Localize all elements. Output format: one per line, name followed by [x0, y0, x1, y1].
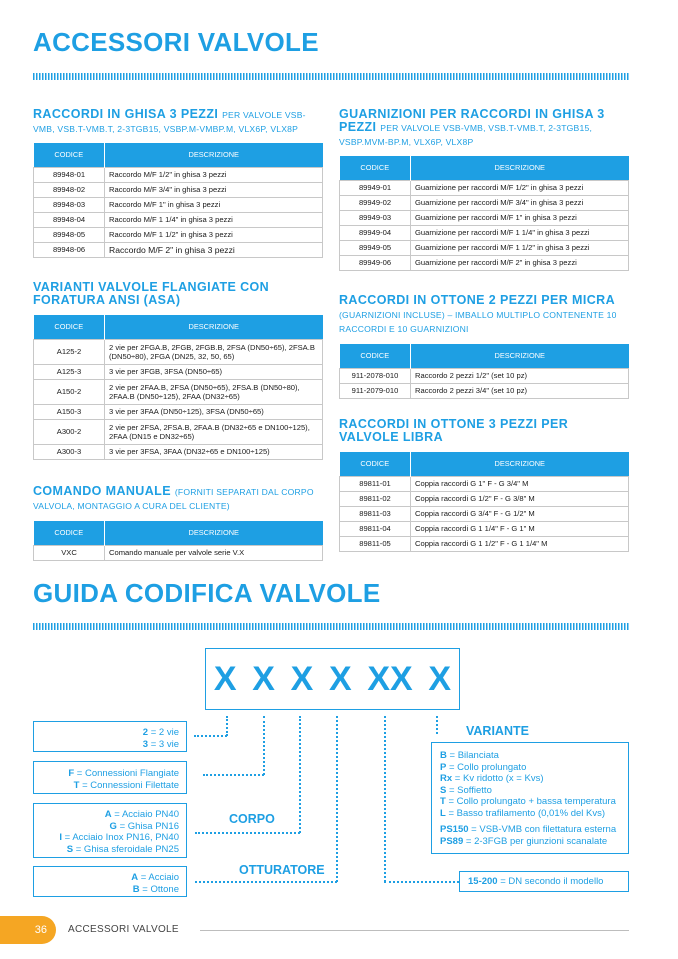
- legend-key: Rx: [440, 773, 453, 784]
- table-row: [34, 212, 323, 227]
- legend-text: = Ghisa sferoidale PN25: [75, 843, 179, 855]
- cell-codice: 911-2078-010: [340, 368, 411, 383]
- cell-descrizione: Guarnizione per raccordi M/F 1" in ghisa 3 pezzi: [411, 210, 629, 225]
- legend-entry: [34, 727, 179, 739]
- cell-codice: A300-3: [34, 444, 105, 459]
- cell-codice: A300-2: [34, 419, 105, 444]
- col-header-codice: CODICE: [34, 315, 105, 339]
- page-number: 36: [34, 924, 47, 936]
- table-row: [34, 545, 323, 560]
- cell-codice: VXC: [34, 545, 105, 560]
- connector-line: [299, 716, 301, 833]
- table-row: [340, 225, 629, 240]
- legend-key: S: [66, 843, 74, 855]
- panel-otturatore: [33, 866, 187, 897]
- footer-label: ACCESSORI VALVOLE: [68, 924, 179, 935]
- table-row: [340, 180, 629, 195]
- legend-entry: [440, 836, 628, 848]
- panel-variante: [431, 742, 629, 854]
- guide-divider: [33, 623, 629, 630]
- section-title-text: RACCORDI IN GHISA 3 PEZZI: [33, 107, 219, 121]
- table-row: [34, 182, 323, 197]
- section-varianti: [33, 281, 323, 460]
- panel-corpo: [33, 803, 187, 858]
- table-row: [34, 167, 323, 182]
- table-row: [340, 506, 629, 521]
- connector-line: [226, 716, 228, 736]
- table-row: [34, 379, 323, 404]
- col-header-codice: CODICE: [34, 143, 105, 167]
- section-subtitle: (GUARNIZIONI INCLUSE) – IMBALLO MULTIPLO CONTENENTE 10 RACCORDI E 10 GUARNIZIONI: [339, 310, 617, 334]
- section-ottone-2-pezzi: [339, 294, 629, 399]
- page-number-tab: [0, 916, 56, 944]
- legend-text: = Acciaio: [140, 872, 179, 883]
- cell-descrizione: 3 vie per 3FAA (DN50÷125), 3FSA (DN50÷65): [105, 404, 323, 419]
- table-row: [340, 521, 629, 536]
- cell-codice: 89949-06: [340, 255, 411, 270]
- cell-descrizione: Coppia raccordi G 1/2" F - G 3/8" M: [411, 491, 629, 506]
- table-row: [34, 364, 323, 379]
- code-letter-otturatore: X: [328, 659, 352, 698]
- legend-entry: [440, 808, 628, 820]
- legend-text: = Connessioni Filettate: [82, 779, 179, 791]
- section-ottone-3-pezzi: [339, 418, 629, 552]
- connector-line: [263, 716, 265, 775]
- legend-text: = 2 vie: [150, 727, 179, 738]
- cell-descrizione: Guarnizione per raccordi M/F 1 1/4" in ghisa 3 pezzi: [411, 225, 629, 240]
- legend-key: A: [131, 872, 139, 883]
- legend-text: = Basso trafilamento (0,01% del Kvs): [448, 807, 606, 819]
- legend-key: PS150: [440, 824, 469, 835]
- legend-text: = 2-3FGB per giunzioni scanalate: [465, 835, 608, 847]
- cell-codice: 89948-04: [34, 212, 105, 227]
- table-row: [34, 444, 323, 459]
- col-header-descrizione: DESCRIZIONE: [105, 521, 323, 545]
- table-comando: [33, 521, 323, 561]
- legend-entry: [34, 872, 179, 884]
- legend-key: S: [440, 784, 447, 796]
- section-title-text: COMANDO MANUALE: [33, 484, 171, 498]
- cell-codice: 89948-01: [34, 167, 105, 182]
- table-row: [340, 368, 629, 383]
- col-header-codice: CODICE: [340, 344, 411, 368]
- legend-text: = VSB-VMB con filettatura esterna: [471, 824, 617, 835]
- cell-descrizione: 2 vie per 2FGA.B, 2FGB, 2FGB.B, 2FSA (DN50÷65), 2FSA.B (DN50÷80), 2FGA (DN25, 32, 50, 65): [105, 339, 323, 364]
- table-ottone-3-pezzi: [339, 452, 629, 552]
- title-divider: [33, 73, 629, 80]
- cell-codice: 89948-05: [34, 227, 105, 242]
- table-row: [340, 476, 629, 491]
- table-row: [340, 255, 629, 270]
- section-subtitle: PER VALVOLE VSB-VMB, VSB.T-VMB.T, 2-3TGB15, VSBP.M-VMBP.M, VLX6P, VLX8P: [33, 110, 306, 134]
- cell-descrizione: Coppia raccordi G 1 1/2" F - G 1 1/4" M: [411, 536, 629, 551]
- cell-codice: 89949-04: [340, 225, 411, 240]
- code-letter-variante: X: [428, 659, 452, 698]
- col-header-codice: CODICE: [340, 452, 411, 476]
- legend-entry: [440, 824, 628, 836]
- cell-codice: 89811-02: [340, 491, 411, 506]
- legend-entry: [34, 884, 179, 896]
- code-pattern-box: [205, 648, 460, 710]
- cell-descrizione: Comando manuale per valvole serie V.X: [105, 545, 323, 560]
- footer-divider: [200, 930, 629, 931]
- code-letter-dn: XX: [367, 659, 413, 698]
- cell-descrizione: Raccordo M/F 1 1/2" in ghisa 3 pezzi: [105, 227, 323, 242]
- connector-line: [336, 716, 338, 882]
- legend-key: A: [104, 809, 112, 820]
- cell-codice: 89949-02: [340, 195, 411, 210]
- connector-line: [203, 774, 264, 776]
- section-title: RACCORDI IN OTTONE 3 PEZZI PER VALVOLE LIBRA: [339, 417, 569, 444]
- legend-key: F: [68, 768, 75, 779]
- cell-descrizione: Raccordo M/F 1 1/4" in ghisa 3 pezzi: [105, 212, 323, 227]
- legend-entry: [34, 739, 179, 751]
- code-letter-corpo: X: [290, 659, 314, 698]
- table-row: [34, 197, 323, 212]
- cell-codice: 89949-05: [340, 240, 411, 255]
- table-row: [340, 195, 629, 210]
- legend-entry: [440, 773, 628, 785]
- label-otturatore: OTTURATORE: [239, 863, 325, 877]
- legend-key: 2: [142, 727, 149, 738]
- cell-descrizione: Raccordo M/F 1/2" in ghisa 3 pezzi: [105, 167, 323, 182]
- section-raccordi-ghisa: [33, 108, 323, 258]
- cell-descrizione: 3 vie per 3FGB, 3FSA (DN50÷65): [105, 364, 323, 379]
- legend-text: = Collo prolungato + bassa temperatura: [448, 796, 616, 807]
- legend-key: I: [59, 832, 63, 843]
- cell-codice: 89949-01: [340, 180, 411, 195]
- table-varianti: [33, 315, 323, 460]
- cell-descrizione: Coppia raccordi G 1 1/4" F - G 1" M: [411, 521, 629, 536]
- connector-line: [195, 881, 337, 883]
- connector-line: [194, 735, 227, 737]
- section-title: [33, 485, 323, 513]
- table-raccordi-ghisa: [33, 143, 323, 258]
- table-row: [34, 227, 323, 242]
- cell-codice: A150-2: [34, 379, 105, 404]
- col-header-descrizione: DESCRIZIONE: [411, 344, 629, 368]
- legend-text: = Ottone: [142, 883, 179, 895]
- legend-key: L: [440, 807, 446, 819]
- legend-text: = Collo prolungato: [448, 761, 527, 773]
- code-letter-vie: X: [213, 659, 237, 698]
- cell-codice: 89948-03: [34, 197, 105, 212]
- section-subtitle: (FORNITI SEPARATI DAL CORPO VALVOLA, MONTAGGIO A CURA DEL CLIENTE): [33, 487, 314, 511]
- cell-descrizione: Coppia raccordi G 3/4" F - G 1/2" M: [411, 506, 629, 521]
- legend-entry: [34, 809, 179, 821]
- connector-line: [384, 716, 386, 882]
- legend-text: = Acciaio Inox PN16, PN40: [64, 832, 179, 843]
- cell-descrizione: Raccordo M/F 3/4" in ghisa 3 pezzi: [105, 182, 323, 197]
- col-header-codice: CODICE: [340, 156, 411, 180]
- cell-codice: 89811-01: [340, 476, 411, 491]
- legend-text: = Bilanciata: [449, 750, 499, 761]
- table-row: [34, 339, 323, 364]
- legend-text: = Ghisa PN16: [119, 820, 179, 832]
- col-header-descrizione: DESCRIZIONE: [411, 452, 629, 476]
- legend-text: = Acciaio PN40: [114, 809, 179, 820]
- connector-line: [195, 832, 300, 834]
- table-row: [340, 491, 629, 506]
- code-letter-connessioni: X: [252, 659, 275, 698]
- legend-entry: [440, 796, 628, 808]
- panel-connessioni: [33, 761, 187, 794]
- cell-codice: 89811-05: [340, 536, 411, 551]
- panel-vie: [33, 721, 187, 752]
- section-title: VARIANTI VALVOLE FLANGIATE CON FORATURA ANSI (ASA): [33, 280, 270, 307]
- table-row: [34, 242, 323, 257]
- legend-key: B: [132, 883, 140, 895]
- cell-codice: 89811-04: [340, 521, 411, 536]
- legend-entry: [34, 832, 179, 844]
- page-title: ACCESSORI VALVOLE: [33, 27, 319, 57]
- legend-text: = Soffietto: [448, 784, 492, 796]
- cell-descrizione: Guarnizione per raccordi M/F 1 1/2" in ghisa 3 pezzi: [411, 240, 629, 255]
- cell-codice: A125-2: [34, 339, 105, 364]
- legend-key: 3: [142, 738, 149, 750]
- label-variante: VARIANTE: [466, 724, 529, 738]
- cell-codice: A125-3: [34, 364, 105, 379]
- cell-descrizione: Raccordo M/F 2" in ghisa 3 pezzi: [105, 242, 323, 257]
- cell-descrizione: Guarnizione per raccordi M/F 1/2" in ghisa 3 pezzi: [411, 180, 629, 195]
- legend-entry: [34, 821, 179, 833]
- table-ottone-2-pezzi: [339, 344, 629, 399]
- cell-codice: 911-2079-010: [340, 383, 411, 398]
- cell-codice: 89948-02: [34, 182, 105, 197]
- table-row: [340, 383, 629, 398]
- legend-key: 15-200: [468, 876, 498, 887]
- cell-descrizione: Guarnizione per raccordi M/F 3/4" in ghisa 3 pezzi: [411, 195, 629, 210]
- legend-entry: [440, 750, 628, 762]
- guide-title: GUIDA CODIFICA VALVOLE: [33, 578, 381, 608]
- cell-descrizione: 2 vie per 2FSA, 2FSA.B, 2FAA.B (DN32÷65 e DN100÷125), 2FAA (DN15 e DN32÷65): [105, 419, 323, 444]
- col-header-descrizione: DESCRIZIONE: [105, 315, 323, 339]
- table-row: [340, 536, 629, 551]
- cell-descrizione: Raccordo 2 pezzi 3/4" (set 10 pz): [411, 383, 629, 398]
- legend-key: G: [109, 820, 117, 832]
- legend-key: PS89: [440, 835, 464, 847]
- legend-key: B: [440, 750, 447, 761]
- label-corpo: CORPO: [229, 812, 275, 826]
- section-title: RACCORDI IN OTTONE 2 PEZZI PER MICRA: [339, 293, 615, 307]
- section-title: [33, 108, 323, 136]
- legend-entry: [440, 762, 628, 774]
- cell-descrizione: Raccordo 2 pezzi 1/2" (set 10 pz): [411, 368, 629, 383]
- table-row: [34, 404, 323, 419]
- table-row: [34, 419, 323, 444]
- section-guarnizioni: [339, 108, 629, 271]
- section-comando: [33, 485, 323, 561]
- legend-entry: [34, 780, 179, 792]
- cell-codice: 89949-03: [340, 210, 411, 225]
- cell-descrizione: Raccordo M/F 1" in ghisa 3 pezzi: [105, 197, 323, 212]
- cell-descrizione: Guarnizione per raccordi M/F 2" in ghisa 3 pezzi: [411, 255, 629, 270]
- legend-entry: [440, 785, 628, 797]
- table-guarnizioni: [339, 156, 629, 271]
- legend-text: = Connessioni Flangiate: [76, 768, 179, 779]
- col-header-codice: CODICE: [34, 521, 105, 545]
- legend-text: = DN secondo il modello: [500, 876, 604, 887]
- panel-dn: [459, 871, 629, 892]
- table-row: [340, 240, 629, 255]
- col-header-descrizione: DESCRIZIONE: [411, 156, 629, 180]
- cell-descrizione: 2 vie per 2FAA.B, 2FSA (DN50÷65), 2FSA.B (DN50÷80), 2FAA.B (DN50÷125), 2FAA (DN32÷65): [105, 379, 323, 404]
- legend-entry: [34, 768, 179, 780]
- cell-codice: A150-3: [34, 404, 105, 419]
- section-subtitle: PER VALVOLE VSB-VMB, VSB.T-VMB.T, 2-3TGB15, VSBP.MVM-BP.M, VLX6P, VLX8P: [339, 123, 593, 147]
- legend-key: T: [440, 796, 446, 807]
- legend-text: = 3 vie: [150, 738, 179, 750]
- cell-codice: 89948-06: [34, 242, 105, 257]
- cell-descrizione: 3 vie per 3FSA, 3FAA (DN32÷65 e DN100÷125): [105, 444, 323, 459]
- col-header-descrizione: DESCRIZIONE: [105, 143, 323, 167]
- legend-key: T: [73, 779, 80, 791]
- legend-key: P: [440, 761, 447, 773]
- cell-descrizione: Coppia raccordi G 1" F - G 3/4" M: [411, 476, 629, 491]
- table-row: [340, 210, 629, 225]
- section-title-text: GUARNIZIONI PER RACCORDI IN GHISA 3 PEZZI: [339, 107, 605, 134]
- legend-entry: [34, 844, 179, 856]
- cell-codice: 89811-03: [340, 506, 411, 521]
- legend-text: = Kv ridotto (x = Kvs): [454, 773, 544, 784]
- connector-line: [384, 881, 459, 883]
- section-title: [339, 108, 629, 149]
- connector-line: [436, 716, 438, 734]
